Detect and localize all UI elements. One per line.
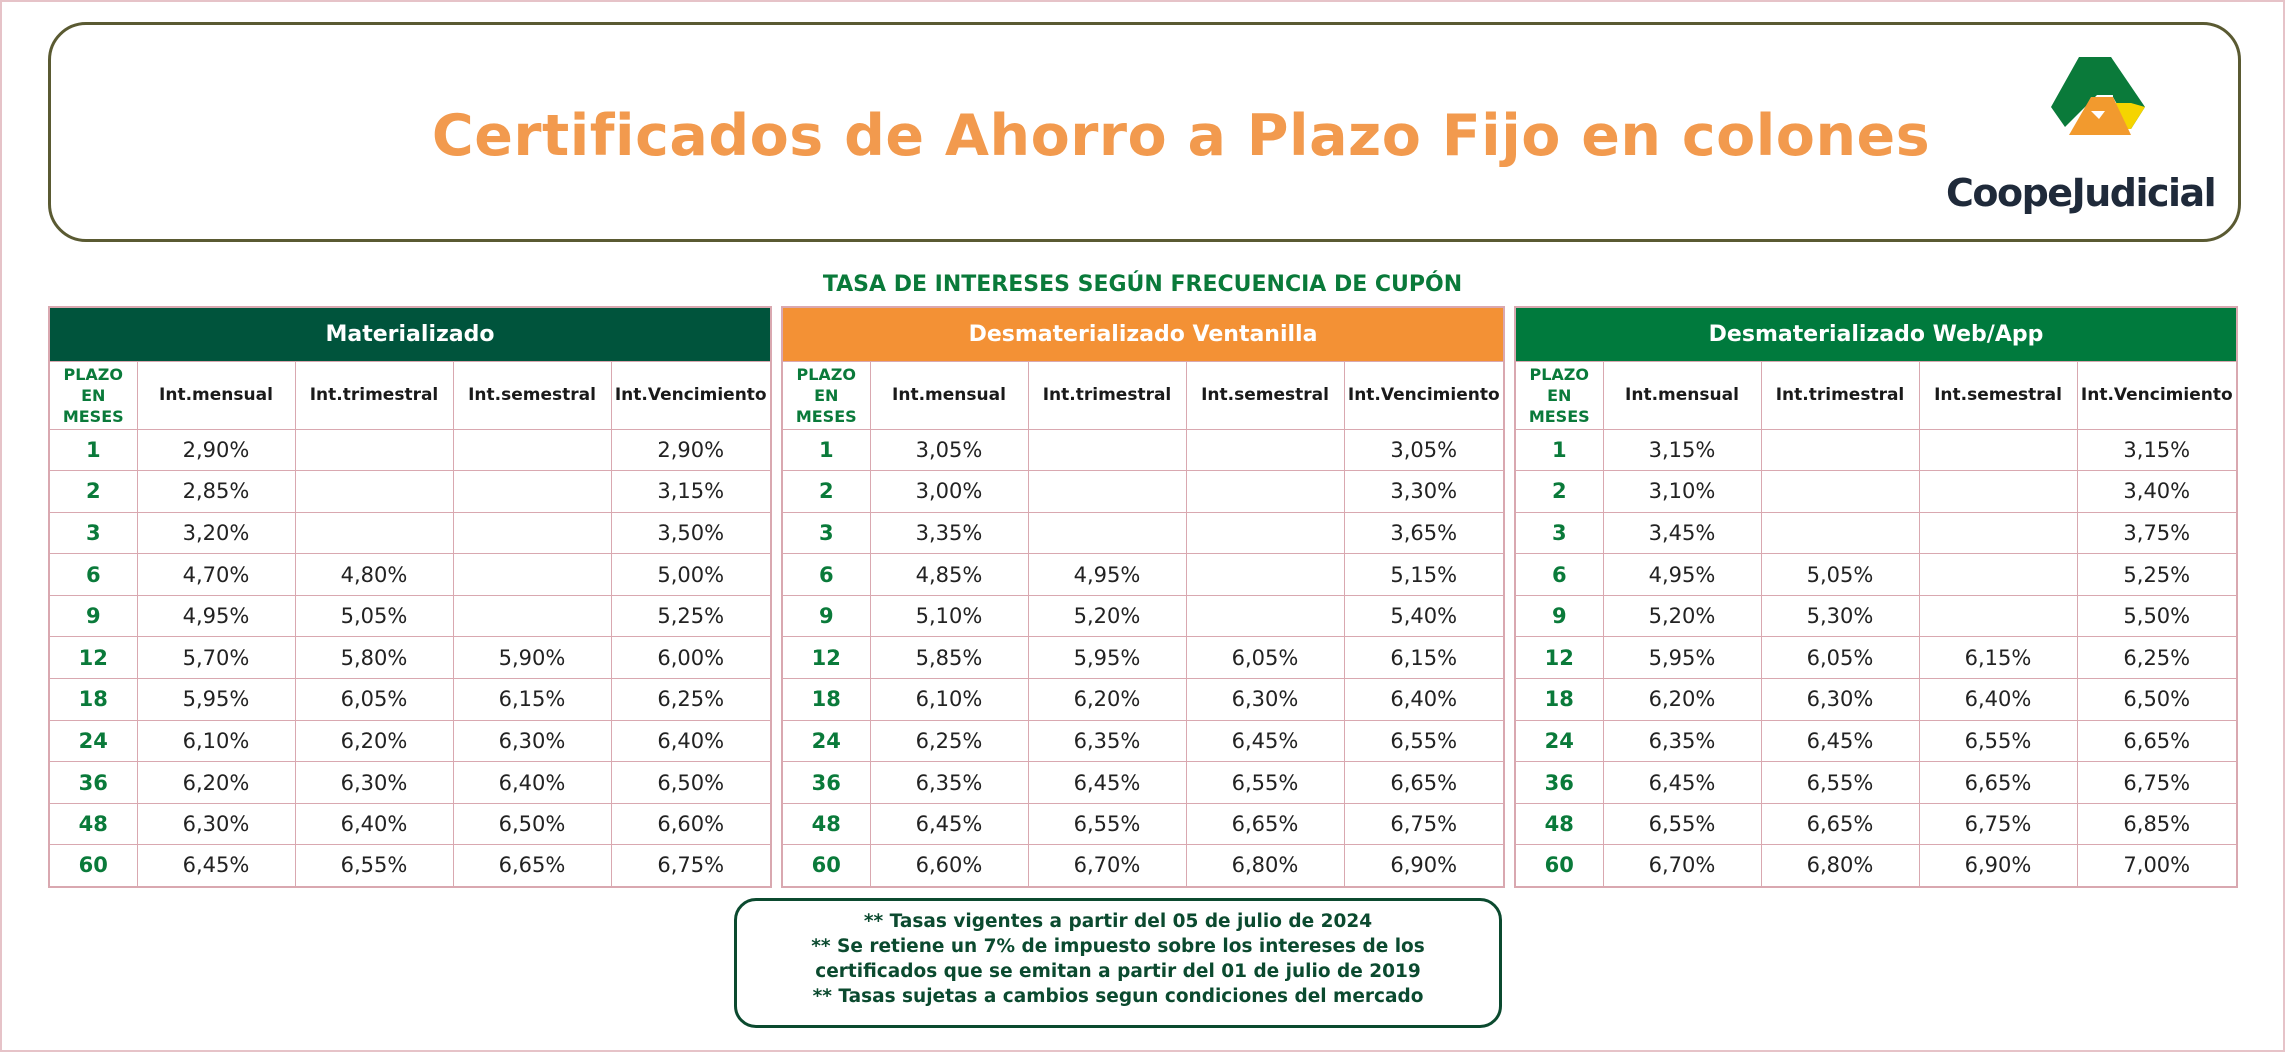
table-row — [782, 595, 1504, 637]
rate-cell: 4,95% — [1028, 554, 1186, 596]
table-row — [49, 554, 771, 596]
plazo-cell: 9 — [1515, 595, 1603, 637]
note-line: certificados que se emitan a partir del 01 de julio de 2019 — [815, 961, 1421, 982]
plazo-cell: 36 — [1515, 762, 1603, 804]
table-row — [49, 762, 771, 804]
rate-cell — [1919, 554, 2077, 596]
rate-cell: 6,35% — [1603, 720, 1761, 762]
coopejudicial-logo — [1906, 57, 2226, 227]
rate-cell: 6,55% — [1919, 720, 2077, 762]
rate-cell — [1186, 554, 1344, 596]
col-header-mensual: Int.mensual — [870, 361, 1028, 429]
rate-cell: 6,65% — [2077, 720, 2237, 762]
rate-cell: 5,20% — [1028, 595, 1186, 637]
plazo-cell: 2 — [49, 471, 137, 513]
rate-cell: 3,30% — [1344, 471, 1504, 513]
rate-cell: 6,45% — [870, 803, 1028, 845]
rate-cell: 3,15% — [2077, 429, 2237, 471]
rate-cell: 6,45% — [1186, 720, 1344, 762]
rate-cell: 2,85% — [137, 471, 295, 513]
rate-cell — [1761, 429, 1919, 471]
rate-cell — [295, 429, 453, 471]
table-row — [782, 679, 1504, 721]
table-row — [49, 595, 771, 637]
rate-cell: 6,50% — [453, 803, 611, 845]
rate-cell: 6,35% — [1028, 720, 1186, 762]
rate-cell: 6,45% — [137, 845, 295, 887]
table-row — [782, 803, 1504, 845]
rate-cell: 5,95% — [137, 679, 295, 721]
table-row — [49, 845, 771, 887]
rate-cell: 6,15% — [1344, 637, 1504, 679]
table-row — [49, 637, 771, 679]
rate-cell: 6,50% — [2077, 679, 2237, 721]
rate-cell: 2,90% — [137, 429, 295, 471]
table-row — [49, 679, 771, 721]
plazo-cell: 60 — [1515, 845, 1603, 887]
col-header-trimestral: Int.trimestral — [1028, 361, 1186, 429]
rate-cell: 6,20% — [137, 762, 295, 804]
rate-cell: 6,10% — [870, 679, 1028, 721]
rate-cell: 4,95% — [137, 595, 295, 637]
rate-cell: 6,75% — [1919, 803, 2077, 845]
header-box — [48, 22, 2241, 242]
rate-cell: 6,10% — [137, 720, 295, 762]
plazo-cell: 48 — [1515, 803, 1603, 845]
rate-cell: 6,40% — [1919, 679, 2077, 721]
table-row — [1515, 554, 2237, 596]
table-row — [1515, 637, 2237, 679]
rate-cell: 6,65% — [1344, 762, 1504, 804]
rate-cell: 6,15% — [1919, 637, 2077, 679]
rate-cell — [453, 554, 611, 596]
plazo-cell: 12 — [49, 637, 137, 679]
rate-cell — [1186, 512, 1344, 554]
page-title: Certificados de Ahorro a Plazo Fijo en colones — [431, 103, 1931, 169]
rate-cell: 5,90% — [453, 637, 611, 679]
table-row — [1515, 471, 2237, 513]
table-row — [1515, 720, 2237, 762]
rate-cell: 2,90% — [611, 429, 771, 471]
table-row — [782, 471, 1504, 513]
rate-cell: 6,05% — [1186, 637, 1344, 679]
rate-cell — [1919, 471, 2077, 513]
note-line: ** Tasas sujetas a cambios segun condiciones del mercado — [812, 986, 1424, 1007]
col-header-plazo: PLAZO EN MESES — [49, 361, 137, 429]
rate-cell: 6,25% — [611, 679, 771, 721]
rate-cell: 3,10% — [1603, 471, 1761, 513]
rate-cell — [1186, 429, 1344, 471]
rate-cell: 5,85% — [870, 637, 1028, 679]
table-row — [782, 554, 1504, 596]
plazo-cell: 60 — [49, 845, 137, 887]
rate-cell: 5,15% — [1344, 554, 1504, 596]
rate-cell: 3,00% — [870, 471, 1028, 513]
plazo-cell: 2 — [782, 471, 870, 513]
table-row — [49, 512, 771, 554]
rate-cell — [1028, 429, 1186, 471]
table-row — [782, 512, 1504, 554]
plazo-cell: 36 — [49, 762, 137, 804]
rate-cell: 6,70% — [1603, 845, 1761, 887]
note-line: ** Se retiene un 7% de impuesto sobre los intereses de los — [811, 936, 1425, 957]
rate-cell — [453, 512, 611, 554]
plazo-cell: 60 — [782, 845, 870, 887]
rate-cell: 6,80% — [1186, 845, 1344, 887]
rate-cell: 5,40% — [1344, 595, 1504, 637]
rate-table-materializado — [48, 306, 772, 888]
table-group-header: Desmaterializado Web/App — [1515, 307, 2237, 361]
rate-cell: 6,40% — [453, 762, 611, 804]
rate-cell: 6,20% — [1603, 679, 1761, 721]
rate-cell: 5,20% — [1603, 595, 1761, 637]
rate-cell: 6,60% — [611, 803, 771, 845]
plazo-cell: 2 — [1515, 471, 1603, 513]
table-body — [782, 429, 1504, 887]
plazo-cell: 6 — [49, 554, 137, 596]
table-row — [1515, 679, 2237, 721]
plazo-cell: 3 — [49, 512, 137, 554]
rate-cell: 6,75% — [611, 845, 771, 887]
rate-table-web-app — [1514, 306, 2238, 888]
plazo-cell: 1 — [782, 429, 870, 471]
rate-cell: 3,15% — [611, 471, 771, 513]
rate-cell: 6,45% — [1028, 762, 1186, 804]
plazo-cell: 1 — [49, 429, 137, 471]
plazo-cell: 6 — [782, 554, 870, 596]
rate-cell: 6,40% — [611, 720, 771, 762]
rate-cell: 6,45% — [1761, 720, 1919, 762]
plazo-cell: 18 — [782, 679, 870, 721]
rate-cell: 6,30% — [1761, 679, 1919, 721]
rate-cell: 6,60% — [870, 845, 1028, 887]
rate-cell: 3,05% — [870, 429, 1028, 471]
plazo-cell: 3 — [1515, 512, 1603, 554]
rate-cell: 5,05% — [295, 595, 453, 637]
rate-cell: 6,20% — [1028, 679, 1186, 721]
rate-cell: 3,65% — [1344, 512, 1504, 554]
plazo-cell: 1 — [1515, 429, 1603, 471]
rate-cell: 6,55% — [1186, 762, 1344, 804]
rate-cell — [1028, 512, 1186, 554]
rate-cell: 5,50% — [2077, 595, 2237, 637]
table-row — [782, 429, 1504, 471]
rate-cell: 6,15% — [453, 679, 611, 721]
rate-cell: 4,95% — [1603, 554, 1761, 596]
plazo-cell: 12 — [1515, 637, 1603, 679]
rate-cell: 6,05% — [1761, 637, 1919, 679]
rate-cell: 5,05% — [1761, 554, 1919, 596]
rate-cell: 3,75% — [2077, 512, 2237, 554]
table-row — [49, 720, 771, 762]
rate-cell — [1919, 429, 2077, 471]
rate-cell — [295, 512, 453, 554]
rate-cell — [1186, 471, 1344, 513]
plazo-cell: 9 — [49, 595, 137, 637]
note-line: ** Tasas vigentes a partir del 05 de julio de 2024 — [863, 911, 1373, 932]
rate-cell: 6,30% — [1186, 679, 1344, 721]
table-row — [782, 720, 1504, 762]
rate-cell — [453, 595, 611, 637]
rate-cell: 4,85% — [870, 554, 1028, 596]
table-row — [1515, 429, 2237, 471]
table-row — [49, 803, 771, 845]
rate-cell: 3,50% — [611, 512, 771, 554]
table-group-header: Desmaterializado Ventanilla — [782, 307, 1504, 361]
rate-cell: 6,75% — [1344, 803, 1504, 845]
rate-cell: 6,65% — [1186, 803, 1344, 845]
rate-cell: 5,00% — [611, 554, 771, 596]
rate-cell: 7,00% — [2077, 845, 2237, 887]
col-header-semestral: Int.semestral — [1186, 361, 1344, 429]
rate-cell: 5,95% — [1603, 637, 1761, 679]
logo-text: CoopeJudicial — [1946, 171, 2216, 215]
col-header-trimestral: Int.trimestral — [295, 361, 453, 429]
rate-cell: 5,30% — [1761, 595, 1919, 637]
table-row — [1515, 803, 2237, 845]
rate-cell: 6,65% — [1919, 762, 2077, 804]
col-header-mensual: Int.mensual — [1603, 361, 1761, 429]
rate-cell: 6,55% — [1761, 762, 1919, 804]
table-row — [1515, 845, 2237, 887]
rate-cell: 6,55% — [295, 845, 453, 887]
rate-cell: 5,25% — [2077, 554, 2237, 596]
rate-cell: 5,80% — [295, 637, 453, 679]
rate-cell: 3,35% — [870, 512, 1028, 554]
plazo-cell: 3 — [782, 512, 870, 554]
rate-cell: 6,50% — [611, 762, 771, 804]
rate-cell: 6,90% — [1344, 845, 1504, 887]
rate-cell — [453, 471, 611, 513]
rate-cell: 6,70% — [1028, 845, 1186, 887]
rate-cell: 3,15% — [1603, 429, 1761, 471]
rate-cell: 5,70% — [137, 637, 295, 679]
rate-cell: 5,95% — [1028, 637, 1186, 679]
plazo-cell: 9 — [782, 595, 870, 637]
rate-cell: 6,55% — [1344, 720, 1504, 762]
plazo-cell: 6 — [1515, 554, 1603, 596]
table-row — [782, 637, 1504, 679]
rate-cell: 6,85% — [2077, 803, 2237, 845]
rate-cell — [1761, 512, 1919, 554]
triangle-logo-icon — [2051, 57, 2151, 147]
rate-cell: 6,65% — [453, 845, 611, 887]
rate-cell — [1761, 471, 1919, 513]
rate-cell: 6,65% — [1761, 803, 1919, 845]
rate-cell: 6,55% — [1028, 803, 1186, 845]
table-group-header: Materializado — [49, 307, 771, 361]
rate-cell — [295, 471, 453, 513]
rate-cell: 3,20% — [137, 512, 295, 554]
rate-table-ventanilla — [781, 306, 1505, 888]
col-header-trimestral: Int.trimestral — [1761, 361, 1919, 429]
rate-cell: 6,25% — [2077, 637, 2237, 679]
rate-cell: 3,05% — [1344, 429, 1504, 471]
rate-cell: 5,10% — [870, 595, 1028, 637]
table-row — [782, 845, 1504, 887]
rate-cell: 3,40% — [2077, 471, 2237, 513]
rate-cell — [1919, 512, 2077, 554]
rate-cell: 6,45% — [1603, 762, 1761, 804]
table-row — [49, 429, 771, 471]
rate-cell — [453, 429, 611, 471]
col-header-vencimiento: Int.Vencimiento — [2077, 361, 2237, 429]
plazo-cell: 18 — [49, 679, 137, 721]
col-header-plazo: PLAZO EN MESES — [782, 361, 870, 429]
rate-cell: 6,30% — [295, 762, 453, 804]
table-row — [1515, 595, 2237, 637]
table-row — [49, 471, 771, 513]
plazo-cell: 12 — [782, 637, 870, 679]
rate-cell: 6,30% — [453, 720, 611, 762]
rate-cell — [1919, 595, 2077, 637]
plazo-cell: 48 — [49, 803, 137, 845]
rate-cell: 5,25% — [611, 595, 771, 637]
plazo-cell: 24 — [782, 720, 870, 762]
rate-cell: 3,45% — [1603, 512, 1761, 554]
plazo-cell: 48 — [782, 803, 870, 845]
rate-cell: 6,55% — [1603, 803, 1761, 845]
col-header-semestral: Int.semestral — [453, 361, 611, 429]
table-row — [782, 762, 1504, 804]
rate-cell: 6,30% — [137, 803, 295, 845]
plazo-cell: 36 — [782, 762, 870, 804]
rate-cell: 6,25% — [870, 720, 1028, 762]
rate-cell: 6,75% — [2077, 762, 2237, 804]
rate-cell: 4,80% — [295, 554, 453, 596]
table-body — [1515, 429, 2237, 887]
plazo-cell: 18 — [1515, 679, 1603, 721]
rate-cell: 6,40% — [1344, 679, 1504, 721]
rate-cell: 6,20% — [295, 720, 453, 762]
rate-cell: 6,05% — [295, 679, 453, 721]
col-header-semestral: Int.semestral — [1919, 361, 2077, 429]
notes-box — [734, 898, 1502, 1028]
rate-cell: 6,90% — [1919, 845, 2077, 887]
plazo-cell: 24 — [49, 720, 137, 762]
table-row — [1515, 512, 2237, 554]
rates-subtitle: TASA DE INTERESES SEGÚN FRECUENCIA DE CUPÓN — [822, 272, 1463, 297]
table-row — [1515, 762, 2237, 804]
rate-cell — [1028, 471, 1186, 513]
rate-cell: 6,80% — [1761, 845, 1919, 887]
col-header-vencimiento: Int.Vencimiento — [1344, 361, 1504, 429]
table-body — [49, 429, 771, 887]
rate-cell: 6,35% — [870, 762, 1028, 804]
rate-cell: 4,70% — [137, 554, 295, 596]
rate-cell: 6,00% — [611, 637, 771, 679]
col-header-plazo: PLAZO EN MESES — [1515, 361, 1603, 429]
rate-cell — [1186, 595, 1344, 637]
plazo-cell: 24 — [1515, 720, 1603, 762]
rate-cell: 6,40% — [295, 803, 453, 845]
col-header-mensual: Int.mensual — [137, 361, 295, 429]
col-header-vencimiento: Int.Vencimiento — [611, 361, 771, 429]
